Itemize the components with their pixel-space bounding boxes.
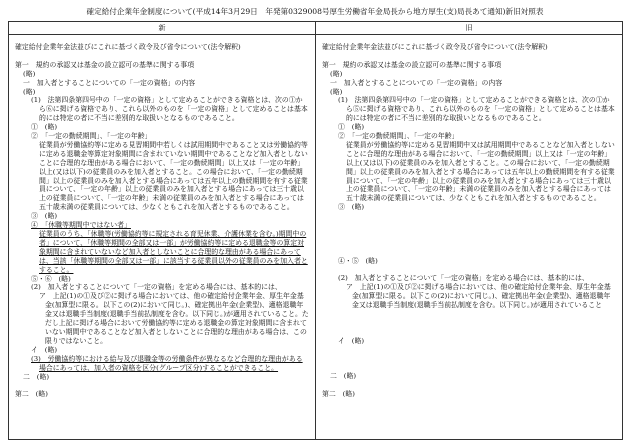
new-para-3: (3) 労働協約等における給与及び退職金等の労働条件が異なるなど合理的な理由がある場合にあっては、加入者の資格を区分(グループ区分)することができること。 [31, 354, 303, 372]
new-para-2: (2) 加入者とすることについて「一定の資格」を定める場合には、基本的には、 [31, 283, 282, 292]
new-item-1: 一 加入者とすることについての「一定の資格」の内容 [23, 78, 196, 87]
new-ryaku-1: (略) [23, 69, 36, 78]
new-clause-1: ① (略) [31, 123, 58, 132]
new-clause-2: ② 「一定の勤続期間」、「一定の年齢」 [31, 132, 152, 141]
new-para-2-a: ア 上記(1)の①及び②に掲げる場合においては、他の確定給付企業年金、厚生年金基金(加算型に限る。以下この(2)において同じ。)、確定拠出年金(企業型)、適格退職年金又は退職手当制度(退職手当前払制度を含む。以下同じ。)が適用されていること。ただし上記に掲げる場合において労働協約等に定める退職金の算定対象期間に含まれていない期間中であることなど加入者としないことに合理的な理由がある場合は、この限りではないこと。 [39, 292, 309, 345]
new-para-1: (1) 法第四条第四号中の「一定の資格」として定めることができる資格とは、次の①から⑥に掲げる資格であり、これら以外のものを「一定の資格」として定めることは基本的には特定の者に不当に差別的な取扱いとなるものであること。 [31, 96, 308, 123]
new-clause-4-body: 従業員のうち、「休職等(労働協約等に規定される育児休業、介護休業を含む。)期間中の者」について、「休職等期間の全部又は一部」が労働協約等に定める退職金等の算定対象期間に含まれていないなど加入者としないことに合理的な理由がある場合にあっては、当該「休職等期間の全部又は一部」に該当する従業員以外の従業員のみを加入者とすること。 [39, 230, 308, 274]
new-item-2: 二 (略) [23, 372, 50, 381]
old-clause-4-5: ④・⑤ (略) [338, 256, 378, 265]
new-column [9, 35, 316, 440]
old-clause-3: ③ (略) [338, 203, 365, 212]
header-new: 新 [9, 22, 316, 35]
old-ryaku-2: (略) [330, 87, 343, 96]
old-clause-1: ① (略) [338, 123, 365, 132]
old-clause-2-body: 従業員が労働協約等に定める見習期間中又は試用期間中であることなど加入者としないことに合理的な理由がある場合において、「一定の勤続期間」以上又は「一定の年齢」以上(又は以下)の従業員のみを加入者とすること。この場合において、「一定の勤続期間」以上の従業員のみを加入者とする場合にあっては五年以上の勤続期間を有する従業員について、「一定の年齢」以上の従業員のみを加入者とする場合にあっては三十歳以上の従業員について、「一定の年齢」未満の従業員のみを加入者とする場合にあっては五十歳未満の従業員については、少なくともこれを加入者とするものであること。 [346, 140, 615, 203]
new-section-2: 第二 (略) [15, 390, 48, 399]
old-section-2: 第二 (略) [322, 390, 355, 399]
new-clause-2-body: 従業員が労働協約等に定める見習期間中若しくは試用期間中であること又は労働協約等に定める退職金等算定対象期間に含まれていない期間中であることなど加入者としないことに合理的な理由がある場合において、「一定の勤続期間」以上又は「一定の年齢」以上(又は以下)の従業員のみを加入者とすること。この場合において、「一定の勤続期間」以上の従業員のみを加入者とする場合にあっては五年以上の勤続期間を有する従業員について、「一定の年齢」以上の従業員のみを加入者とする場合にあっては三十歳以上の従業員について、「一定の年齢」未満の従業員のみを加入者とする場合にあっては五十歳未満の従業員については、少なくともこれを加入者とするものであること。 [39, 140, 308, 212]
old-para-1: (1) 法第四条第四号中の「一定の資格」として定めることができる資格とは、次の①から⑤に掲げる資格であり、これら以外のものを「一定の資格」として定めることは基本的には特定の者に不当に差別的な取扱いとなるものであること。 [338, 96, 615, 123]
old-heading: 確定給付企業年金法並びにこれに基づく政令及び省令について(法令解釈) [322, 43, 548, 51]
new-clause-4: ④ 「休職等期間中ではない者」 [31, 221, 131, 230]
old-para-2-i: イ (略) [338, 336, 365, 345]
document-title: 確定給付企業年金制度について(平成14年3月29日 年発第0329008号厚生労働省年金局長から地方厚生(支)局長あて通知)新旧対照表 [86, 7, 544, 16]
new-para-2-i: イ (略) [31, 345, 58, 354]
old-clause-2: ② 「一定の勤続期間」、「一定の年齢」 [338, 132, 459, 141]
old-column [316, 35, 623, 440]
comparison-table [8, 21, 623, 440]
old-item-2: 二 (略) [330, 372, 357, 381]
old-para-2: (2) 加入者とすることについて「一定の資格」を定める場合には、基本的には、 [338, 274, 589, 283]
header-old: 旧 [316, 22, 623, 35]
new-heading: 確定給付企業年金法並びにこれに基づく政令及び省令について(法令解釈) [15, 43, 241, 51]
new-section-1: 第一 規約の承認又は基金の設立認可の基準に関する事項 [15, 60, 195, 69]
new-clause-3: ③ (略) [31, 212, 58, 221]
old-para-2-a: ア 上記(1)の①及び②に掲げる場合においては、他の確定給付企業年金、厚生年金基金(加算型に限る。以下この(2)において同じ。)、確定拠出年金(企業型)、適格退職年金又は退職手当制度(退職手当前払制度を含む。以下同じ。)が適用されていること [346, 283, 611, 310]
old-section-1: 第一 規約の承認又は基金の設立認可の基準に関する事項 [322, 60, 502, 69]
new-ryaku-2: (略) [23, 87, 36, 96]
new-clause-5-6: ⑤・⑥ (略) [31, 274, 71, 283]
old-item-1: 一 加入者とすることについての「一定の資格」の内容 [330, 78, 503, 87]
old-ryaku-1: (略) [330, 69, 343, 78]
